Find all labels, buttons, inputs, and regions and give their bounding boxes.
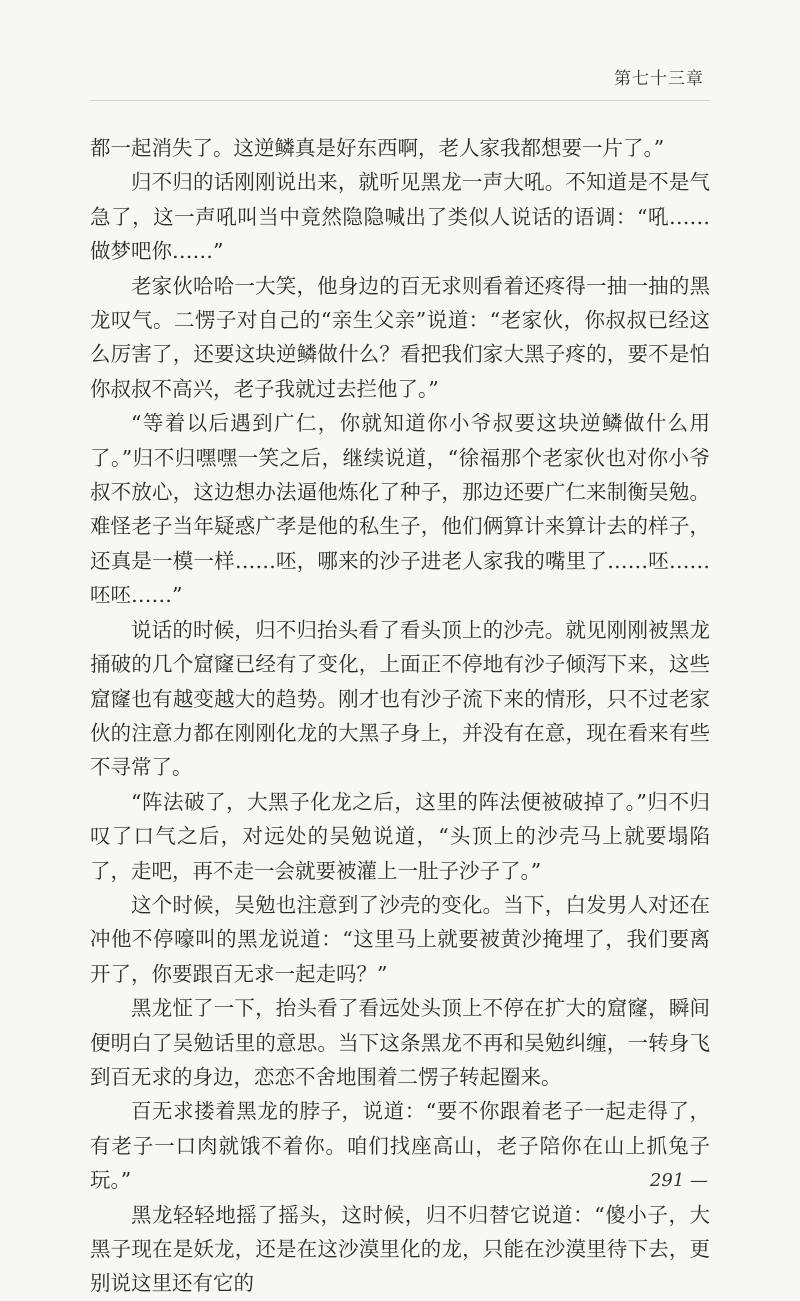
paragraph: 归不归的话刚刚说出来，就听见黑龙一声大吼。不知道是不是气急了，这一声吼叫当中竟然隐隐喊出了类似人说话的语调：“吼……做梦吧你……” xyxy=(90,170,710,264)
paragraph: 黑龙轻轻地摇了摇头，这时候，归不归替它说道：“傻小子，大黑子现在是妖龙，还是在这沙漠里化的龙，只能在沙漠里待下去，更别说这里还有它的 xyxy=(90,1202,710,1296)
chapter-title: 第七十三章 xyxy=(614,69,704,89)
paragraph: 百无求搂着黑龙的脖子，说道：“要不你跟着老子一起走得了，有老子一口肉就饿不着你。咱们找座高山，老子陪你在山上抓兔子玩。” xyxy=(90,1099,710,1193)
paragraph: 老家伙哈哈一大笑，他身边的百无求则看着还疼得一抽一抽的黑龙叹气。二愣子对自己的“亲生父亲”说道：“老家伙，你叔叔已经这么厉害了，还要这块逆鳞做什么？看把我们家大黑子疼的，要不是怕你叔叔不高兴，老子我就过去拦他了。” xyxy=(90,273,710,401)
paragraph: 黑龙怔了一下，抬头看了看远处头顶上不停在扩大的窟窿，瞬间便明白了吴勉话里的意思。当下这条黑龙不再和吴勉纠缠，一转身飞到百无求的身边，恋恋不舍地围着二愣子转起圈来。 xyxy=(90,996,710,1089)
page-number: 291 — xyxy=(649,1170,708,1191)
paragraph: 这个时候，吴勉也注意到了沙壳的变化。当下，白发男人对还在冲他不停嚎叫的黑龙说道：“这里马上就要被黄沙掩埋了，我们要离开了，你要跟百无求一起走吗？” xyxy=(90,892,710,986)
paragraph: “等着以后遇到广仁，你就知道你小爷叔要这块逆鳞做什么用了。”归不归嘿嘿一笑之后，继续说道，“徐福那个老家伙也对你小爷叔不放心，这边想办法逼他炼化了种子，那边还要广仁来制衡吴勉。难怪老子当年疑惑广孝是他的私生子，他们俩算计来算计去的样子，还真是一模一样……呸，哪来的沙子进老人家我的嘴里了……呸……呸呸……” xyxy=(90,411,710,608)
paragraph: 都一起消失了。这逆鳞真是好东西啊，老人家我都想要一片了。” xyxy=(90,136,665,160)
body-text xyxy=(90,131,710,1301)
header-divider xyxy=(90,100,710,101)
paragraph: 说话的时候，归不归抬头看了看头顶上的沙壳。就见刚刚被黑龙捅破的几个窟窿已经有了变化，上面正不停地有沙子倾泻下来，这些窟窿也有越变越大的趋势。刚才也有沙子流下来的情形，只不过老家伙的注意力都在刚刚化龙的大黑子身上，并没有在意，现在看来有些不寻常了。 xyxy=(90,617,710,780)
paragraph: “阵法破了，大黑子化龙之后，这里的阵法便被破掉了。”归不归叹了口气之后，对远处的吴勉说道，“头顶上的沙壳马上就要塌陷了，走吧，再不走一会就要被灌上一肚子沙子了。” xyxy=(90,789,710,883)
